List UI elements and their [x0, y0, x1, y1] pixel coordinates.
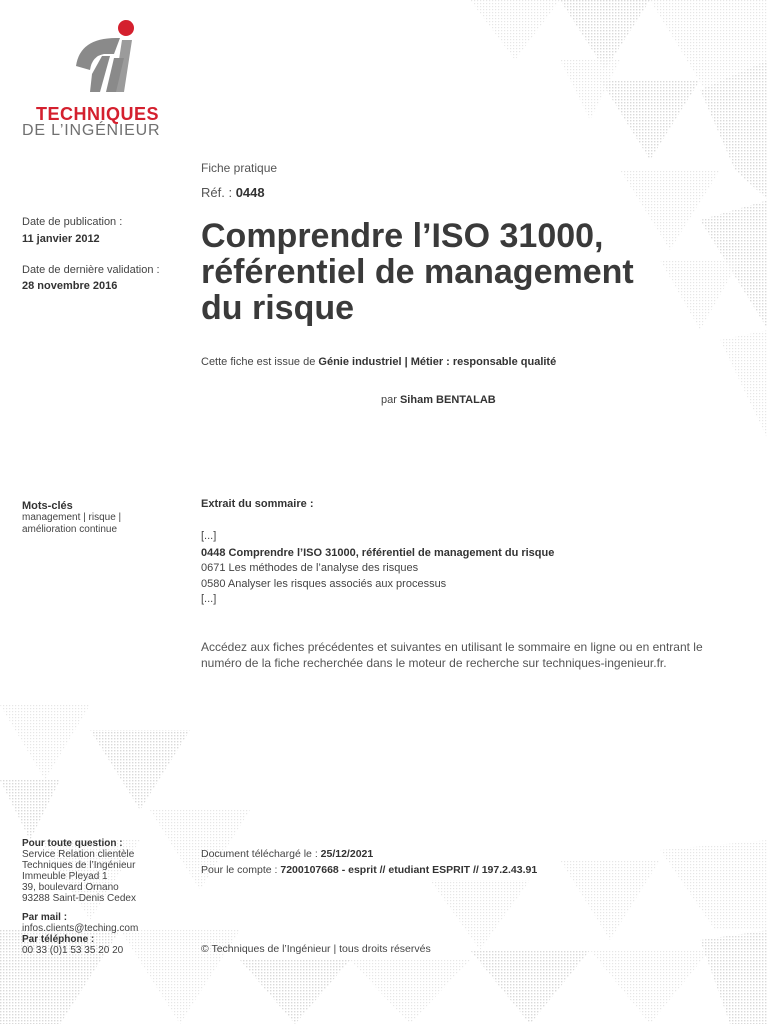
- contact-mail-title: Par mail :: [22, 912, 68, 923]
- title-line-1: Comprendre l’ISO 31000,: [201, 217, 604, 255]
- keywords-list: management | risque | amélioration continue: [22, 512, 122, 535]
- source-name: Génie industriel | Métier : responsable qualité: [318, 356, 557, 368]
- ref-label: Réf. :: [201, 185, 233, 200]
- sommaire-item: [...]: [201, 593, 217, 605]
- contact-line: Techniques de l’Ingénieur: [22, 860, 136, 871]
- download-account: [201, 864, 537, 876]
- logo-text-techniques: TECHNIQUES: [36, 104, 160, 124]
- contact-line: 39, boulevard Ornano: [22, 882, 119, 893]
- download-date-label: Document téléchargé le :: [201, 848, 318, 860]
- publication-date-value: 11 janvier 2012: [22, 233, 100, 245]
- author-name: Siham BENTALAB: [399, 394, 496, 406]
- source-prefix: Cette fiche est issue de: [201, 356, 316, 368]
- author-prefix: par: [381, 394, 397, 406]
- download-account-value: 7200107668 - esprit // etudiant ESPRIT // 197.2.43.91: [280, 864, 538, 876]
- title-line-2: référentiel de management: [201, 253, 634, 291]
- contact-phone-title: Par téléphone :: [22, 934, 95, 945]
- validation-date-label: Date de dernière validation :: [22, 264, 160, 276]
- ref-number: 0448: [235, 185, 265, 200]
- access-note: Accédez aux fiches précédentes et suivantes en utilisant le sommaire en ligne ou en entrant le numéro de la fiche recherchée dans le moteur de recherche sur techniques-ingenieur.fr.: [201, 640, 703, 670]
- logo-text-ingenieur: DE L’INGÉNIEUR: [22, 122, 161, 139]
- fiche-source: [201, 356, 556, 368]
- download-date-value: 25/12/2021: [320, 848, 374, 860]
- contact-line: 93288 Saint-Denis Cedex: [22, 893, 136, 904]
- validation-date-value: 28 novembre 2016: [22, 280, 118, 292]
- sommaire-title: Extrait du sommaire :: [201, 498, 314, 510]
- contact-line: Service Relation clientèle: [22, 849, 135, 860]
- sommaire-item: [...]: [201, 530, 217, 542]
- fiche-type: Fiche pratique: [201, 161, 278, 175]
- sommaire-item[interactable]: 0671 Les méthodes de l’analyse des risques: [201, 562, 419, 574]
- sommaire-item-current[interactable]: 0448 Comprendre l’ISO 31000, référentiel de management du risque: [201, 547, 555, 559]
- document-title: [201, 218, 721, 326]
- techniques-ingenieur-logo: [22, 18, 202, 143]
- download-account-label: Pour le compte :: [201, 864, 278, 876]
- ti-logo-mark-icon: [68, 18, 198, 98]
- download-date: [201, 848, 373, 860]
- fiche-reference: [201, 185, 265, 200]
- title-line-3: du risque: [201, 289, 355, 327]
- contact-phone: 00 33 (0)1 53 35 20 20: [22, 945, 124, 956]
- contact-mail-link[interactable]: infos.clients@teching.com: [22, 923, 139, 934]
- copyright: © Techniques de l’Ingénieur | tous droits réservés: [201, 943, 431, 955]
- sommaire-item[interactable]: 0580 Analyser les risques associés aux processus: [201, 578, 447, 590]
- contact-line: Immeuble Pleyad 1: [22, 871, 108, 882]
- publication-date-label: Date de publication :: [22, 216, 123, 228]
- keywords-title: Mots-clés: [22, 500, 73, 512]
- author: [381, 394, 496, 406]
- contact-question-title: Pour toute question :: [22, 838, 123, 849]
